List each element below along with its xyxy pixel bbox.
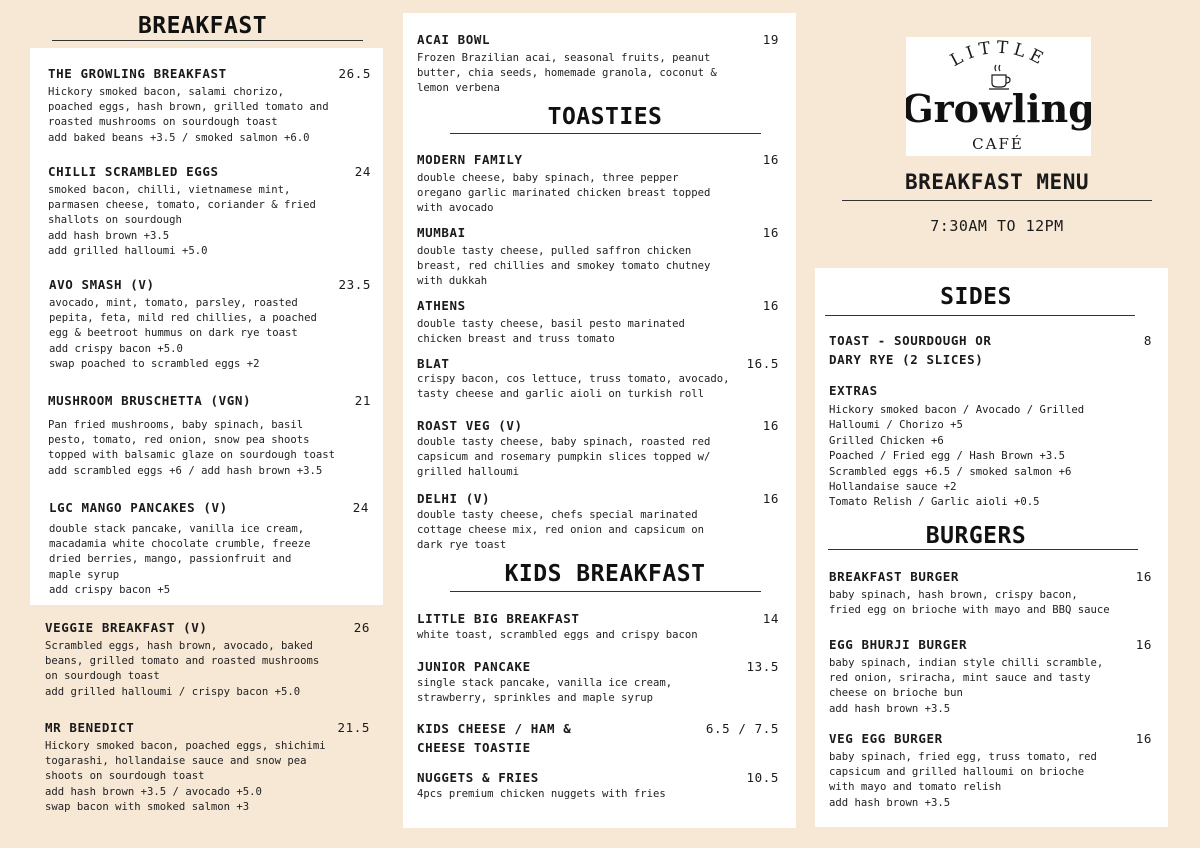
- sides-heading: SIDES: [940, 284, 1012, 310]
- item-description: 4pcs premium chicken nuggets with fries: [417, 788, 666, 800]
- item-name: THE GROWLING BREAKFAST: [48, 66, 227, 81]
- item-name: EGG BHURJI BURGER: [829, 637, 968, 652]
- cafe-logo: [906, 37, 1091, 156]
- menu-title: BREAKFAST MENU: [904, 170, 1089, 194]
- item-description: double tasty cheese, basil pesto marinated chicken breast and truss tomato: [417, 318, 685, 346]
- menu-item-breakfast-burger: [829, 569, 1152, 618]
- logo-bottom-text: CAFÉ: [972, 135, 1024, 153]
- kids-heading-rule: [450, 591, 761, 592]
- item-name: KIDS CHEESE / HAM & CHEESE TOASTIE: [417, 721, 572, 755]
- item-name: MR BENEDICT: [45, 720, 135, 735]
- item-name: VEGGIE BREAKFAST (V): [45, 620, 208, 635]
- item-description: Scrambled eggs, hash brown, avocado, baked beans, grilled tomato and roasted mushrooms on sourdough toast add grilled halloumi / crispy bacon +5.0: [45, 640, 320, 698]
- menu-item-toast: [829, 331, 1152, 369]
- menu-item-delhi: [417, 491, 779, 554]
- item-price: 16: [1135, 569, 1152, 584]
- menu-item-modern-family: [417, 152, 779, 217]
- extras-title: EXTRAS: [829, 383, 878, 398]
- item-name: AVO SMASH (V): [49, 277, 155, 292]
- toasties-heading: TOASTIES: [547, 104, 663, 130]
- menu-title-rule: [842, 200, 1152, 201]
- menu-item-mr-benedict: [45, 720, 370, 815]
- burgers-heading-rule: [828, 549, 1138, 550]
- item-price: 24: [352, 500, 369, 515]
- item-description: double cheese, baby spinach, three pepper oregano garlic marinated chicken breast topped with avocado: [417, 172, 711, 215]
- opening-hours: 7:30AM TO 12PM: [930, 217, 1064, 235]
- logo-graphic: [906, 37, 1091, 156]
- item-name: VEG EGG BURGER: [829, 731, 943, 746]
- item-price: 21: [354, 393, 371, 408]
- item-price: 16: [762, 152, 779, 167]
- item-name: LITTLE BIG BREAKFAST: [417, 611, 580, 626]
- item-description: baby spinach, fried egg, truss tomato, red capsicum and grilled halloumi on brioche with mayo and tomato relish add hash brown +3.5: [829, 751, 1097, 809]
- item-description: Hickory smoked bacon, poached eggs, shichimi togarashi, hollandaise sauce and snow pea shoots on sourdough toast add hash brown +3.5 / avocado +5.0 swap bacon with smoked salmon +3: [45, 740, 326, 813]
- menu-item-mango-pancakes: [49, 500, 369, 598]
- item-description: double tasty cheese, chefs special marinated cottage cheese mix, red onion and capsicum on dark rye toast: [417, 509, 705, 552]
- item-name: DELHI (V): [417, 491, 491, 506]
- logo-top-text: LITTLE: [947, 37, 1051, 72]
- menu-item-mushroom-bruschetta: [48, 393, 371, 479]
- breakfast-heading-rule: [52, 40, 363, 41]
- item-price: 26: [353, 620, 370, 635]
- item-description: single stack pancake, vanilla ice cream, strawberry, sprinkles and maple syrup: [417, 677, 673, 705]
- item-price: 16: [762, 418, 779, 433]
- item-description: Frozen Brazilian acai, seasonal fruits, peanut butter, chia seeds, homemade granola, coconut & lemon verbena: [417, 52, 717, 95]
- item-name: TOAST - SOURDOUGH OR DARY RYE (2 SLICES): [829, 333, 992, 367]
- item-price: 10.5: [746, 770, 779, 785]
- menu-item-roast-veg: [417, 418, 779, 481]
- item-name: MODERN FAMILY: [417, 152, 523, 167]
- item-price: 24: [354, 164, 371, 179]
- item-description: white toast, scrambled eggs and crispy bacon: [417, 629, 698, 641]
- item-price: 6.5 / 7.5: [705, 721, 779, 736]
- kids-breakfast-heading: KIDS BREAKFAST: [504, 561, 706, 587]
- sides-heading-rule: [825, 315, 1135, 316]
- item-description: smoked bacon, chilli, vietnamese mint, parmasen cheese, tomato, coriander & fried shallots on sourdough add hash brown +3.5 add grilled halloumi +5.0: [48, 184, 316, 257]
- item-name: BREAKFAST BURGER: [829, 569, 960, 584]
- item-price: 16: [762, 491, 779, 506]
- item-description: double stack pancake, vanilla ice cream, macadamia white chocolate crumble, freeze dried berries, mango, passionfruit and maple syrup add crispy bacon +5: [49, 523, 311, 596]
- logo-main-text: Growling: [906, 86, 1091, 131]
- menu-item-avo-smash: [49, 277, 371, 372]
- menu-item-chilli-scrambled-eggs: [48, 164, 371, 259]
- item-description: baby spinach, indian style chilli scramble, red onion, sriracha, mint sauce and tasty cheese on brioche bun add hash brown +3.5: [829, 657, 1104, 715]
- breakfast-heading: BREAKFAST: [137, 13, 268, 39]
- item-price: 16: [1135, 637, 1152, 652]
- menu-item-growling-breakfast: [48, 66, 371, 146]
- item-price: 16: [762, 298, 779, 313]
- toasties-heading-rule: [450, 133, 761, 134]
- menu-item-veg-egg-burger: [829, 731, 1152, 811]
- item-name: ROAST VEG (V): [417, 418, 523, 433]
- item-name: MUMBAI: [417, 225, 466, 240]
- item-name: MUSHROOM BRUSCHETTA (VGN): [48, 393, 252, 408]
- item-name: LGC MANGO PANCAKES (V): [49, 500, 228, 515]
- item-name: BLAT: [417, 356, 450, 371]
- item-name: CHILLI SCRAMBLED EGGS: [48, 164, 219, 179]
- item-name: ACAI BOWL: [417, 32, 491, 47]
- menu-item-veggie-breakfast: [45, 620, 370, 700]
- menu-item-nuggets-fries: [417, 770, 779, 802]
- item-price: 8: [1143, 333, 1152, 348]
- menu-item-blat: [417, 356, 779, 402]
- menu-item-little-big-breakfast: [417, 611, 779, 643]
- item-description: avocado, mint, tomato, parsley, roasted pepita, feta, mild red chillies, a poached egg & beetroot hummus on dark rye toast add crispy bacon +5.0 swap poached to scrambled eggs +2: [49, 297, 317, 370]
- menu-item-mumbai: [417, 225, 779, 290]
- item-price: 16.5: [746, 356, 779, 371]
- item-price: 19: [762, 32, 779, 47]
- menu-item-egg-bhurji-burger: [829, 637, 1152, 717]
- menu-item-kids-toastie: [417, 719, 779, 757]
- menu-item-junior-pancake: [417, 659, 779, 706]
- menu-item-acai-bowl: [417, 32, 779, 97]
- extras-list: Hickory smoked bacon / Avocado / Grilled Halloumi / Chorizo +5 Grilled Chicken +6 Poached / Fried egg / Hash Brown +3.5 Scrambled eggs +6.5 / smoked salmon +6 Hollandaise sauce +2 Tomato Relish / Garlic aioli +0.5: [829, 404, 1085, 509]
- item-price: 21.5: [337, 720, 370, 735]
- item-price: 16: [1135, 731, 1152, 746]
- item-name: ATHENS: [417, 298, 466, 313]
- item-description: Hickory smoked bacon, salami chorizo, poached eggs, hash brown, grilled tomato and roasted mushrooms on sourdough toast add baked beans +3.5 / smoked salmon +6.0: [48, 86, 329, 144]
- menu-item-athens: [417, 298, 779, 347]
- item-price: 23.5: [338, 277, 371, 292]
- item-description: baby spinach, hash brown, crispy bacon, fried egg on brioche with mayo and BBQ sauce: [829, 589, 1110, 617]
- item-description: crispy bacon, cos lettuce, truss tomato, avocado, tasty cheese and garlic aioli on turkish roll: [417, 373, 730, 401]
- item-price: 13.5: [746, 659, 779, 674]
- item-description: double tasty cheese, pulled saffron chicken breast, red chillies and smokey tomato chutney with dukkah: [417, 245, 711, 288]
- item-description: Pan fried mushrooms, baby spinach, basil pesto, tomato, red onion, snow pea shoots topped with balsamic glaze on sourdough toast add scrambled eggs +6 / add hash brown +3.5: [48, 419, 336, 477]
- burgers-heading: BURGERS: [925, 523, 1027, 549]
- item-price: 16: [762, 225, 779, 240]
- item-price: 14: [762, 611, 779, 626]
- item-name: NUGGETS & FRIES: [417, 770, 539, 785]
- item-name: JUNIOR PANCAKE: [417, 659, 531, 674]
- item-price: 26.5: [338, 66, 371, 81]
- item-description: double tasty cheese, baby spinach, roasted red capsicum and rosemary pumpkin slices topped w/ grilled halloumi: [417, 436, 711, 479]
